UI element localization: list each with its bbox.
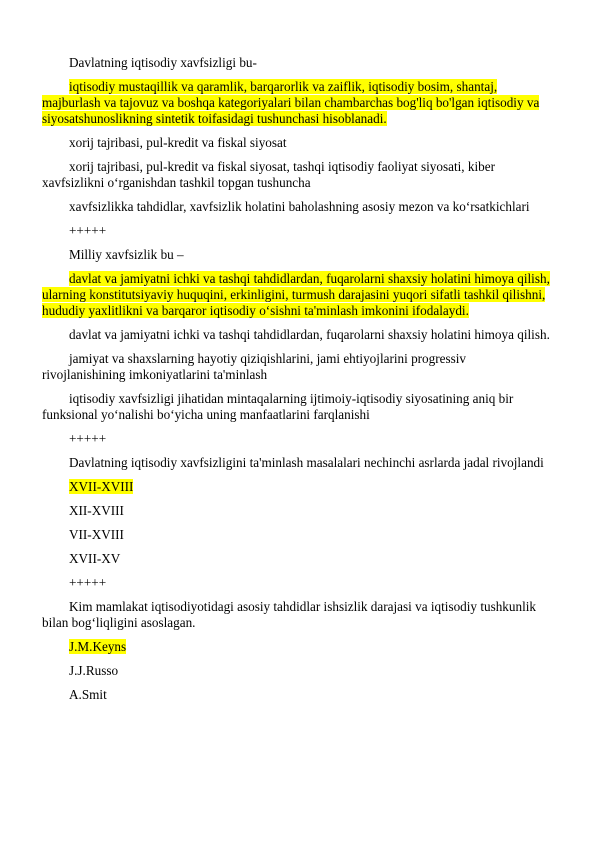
paragraph-question-4: Kim mamlakat iqtisodiyotidagi asosiy tahdidlar ishsizlik darajasi va iqtisodiy tushkunlik bilan bog‘liqligini asoslagan.: [42, 599, 537, 630]
paragraph-question-2: Milliy xavfsizlik bu –: [69, 247, 184, 262]
separator: +++++: [69, 431, 107, 446]
separator: +++++: [69, 223, 107, 238]
answer-correct: J.M.Keyns: [69, 639, 127, 654]
answer-option: jamiyat va shaxslarning hayotiy qiziqishlarini, jami ehtiyojlarini progressiv rivojlanishining imkoniyatlarini ta'minlash: [42, 351, 467, 382]
separator: +++++: [69, 575, 107, 590]
paragraph-question-3: Davlatning iqtisodiy xavfsizligini ta'minlash masalalari nechinchi asrlarda jadal rivojlandi: [69, 455, 544, 470]
answer-option: J.J.Russo: [69, 663, 119, 678]
answer-correct: davlat va jamiyatni ichki va tashqi tahdidlardan, fuqarolarni shaxsiy holatini himoya qilish, ularning konstitutsiyaviy huquqini, erkinligini, turmush darajasini yuqori sifatli tashkil qilishni, hududiy yaxlitlikni va barqaror iqtisodiy o‘sishni ta'minlash imkonini ifodalaydi.: [42, 271, 550, 318]
answer-option: XVII-XV: [69, 551, 121, 566]
answer-option: iqtisodiy xavfsizligi jihatidan mintaqalarning ijtimoiy-iqtisodiy siyosatining aniq bir funksional yo‘nalishi bo‘yicha uning manfaatlarini farqlanishi: [42, 391, 514, 422]
answer-correct: iqtisodiy mustaqillik va qaramlik, barqarorlik va zaiflik, iqtisodiy bosim, shantaj, majburlash va tajovuz va boshqa kategoriyalari bilan chambarchas bog'liq bo'lgan iqtisodiy va siyosatshunoslikning sintetik toifasidagi tushunchasi hisoblanadi.: [42, 79, 540, 126]
answer-option: xorij tajribasi, pul-kredit va fiskal siyosat: [69, 135, 287, 150]
answer-option: A.Smit: [69, 687, 107, 702]
paragraph-question-1: Davlatning iqtisodiy xavfsizligi bu-: [69, 55, 257, 70]
answer-correct: XVII-XVIII: [69, 479, 134, 494]
answer-option: XII-XVIII: [69, 503, 124, 518]
document-page: [42, 55, 552, 711]
answer-option: VII-XVIII: [69, 527, 124, 542]
answer-option: xavfsizlikka tahdidlar, xavfsizlik holatini baholashning asosiy mezon va ko‘rsatkichlari: [69, 199, 530, 214]
answer-option: xorij tajribasi, pul-kredit va fiskal siyosat, tashqi iqtisodiy faoliyat siyosati, kiber xavfsizlikni o‘rganishdan tashkil topgan tushuncha: [42, 159, 495, 190]
answer-option: davlat va jamiyatni ichki va tashqi tahdidlardan, fuqarolarni shaxsiy holatini himoya qilish.: [69, 327, 550, 342]
